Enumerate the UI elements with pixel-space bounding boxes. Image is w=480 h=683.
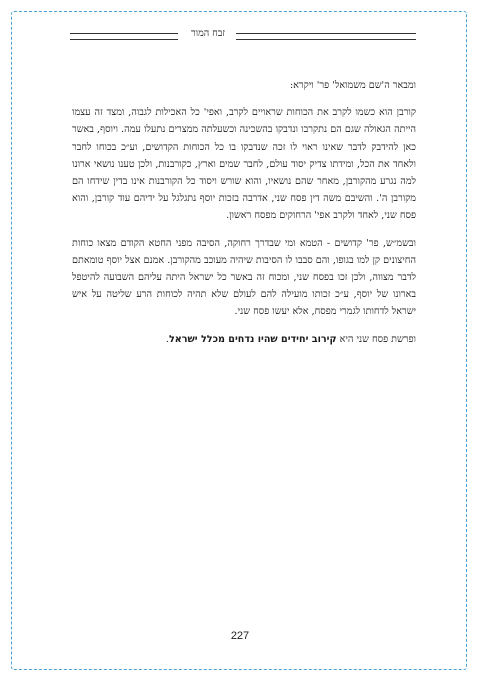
- closing-suffix: .: [165, 333, 169, 345]
- body-text: [72, 77, 416, 348]
- closing-paragraph: [72, 331, 416, 348]
- closing-prefix: ופרשת פסח שני היא: [336, 333, 416, 345]
- header-rule-left: [70, 33, 178, 40]
- page-number: 227: [230, 630, 250, 642]
- header-rule-right: [236, 33, 416, 40]
- paragraph-1: קורבן הוא כשמו לקרב את הכוחות שראויים לקרב, ואפי' כל האכילות לגבוה, ומצד זה עצמו הייתה הגאולה שגם הם נתקרבו ונדבקו בהשכינה וכשעלתה ממצרים נתעלו עמה. ויוסף, באשר כאן להידבק לדבר שאינו ראוי לו זכה שנדבקו בו כל הכוחות הקדושים, וע״כ בכוחו לחבר ולאחד את הכל, ומידתו צדיק יסוד עולם, לחבר שמים וארץ, כקורבנות, ולכן טענו נושאי ארונו למה נגרע מהקורבן, מאחר שהם נושאיו, והוא שורש ויסוד כל הקורבנות אינו בדין שידחו הם מקורבן ה'. והשיבם משה דין פסח שני, אדרבה בזכות יוסף נתגלגל על ידיהם עוד קורבן, והוא פסח שני, לאחד ולקרב אפי' הרחוקים מפסח ראשון.: [72, 107, 416, 222]
- closing-bold: קירוב יחידים שהיו נדחים מכלל ישראל: [168, 333, 337, 345]
- paragraph-2: ובשמ״ש, פר' קדושים - הטמא ומי שבדרך רחוקה, הסיבה מפני החטא הקודם מצאו כוחות החיצונים קן למו בגופו, והם סבבו לו הסיבות שיהיה מעוכב מהקורבן. אמנם אצל יוסף טומאתם לדבר מצווה, ולכן זכו בפסח שני, ומכוח זה באשר כל ישראל היתה עליהם השבועה להיטפל בארונו של יוסף, ע״כ זכותו מועילה להם לעולם שלא תהיה לכוחות הרע שליטה על איש ישראל לדחותו לגמרי מפסח, אלא יעשו פסח שני.: [72, 237, 416, 318]
- running-title: זבח המור: [190, 28, 226, 39]
- source-line: ומבאר ה'שם משמואל' פר' ויקרא:: [289, 80, 416, 91]
- running-header: [70, 28, 416, 41]
